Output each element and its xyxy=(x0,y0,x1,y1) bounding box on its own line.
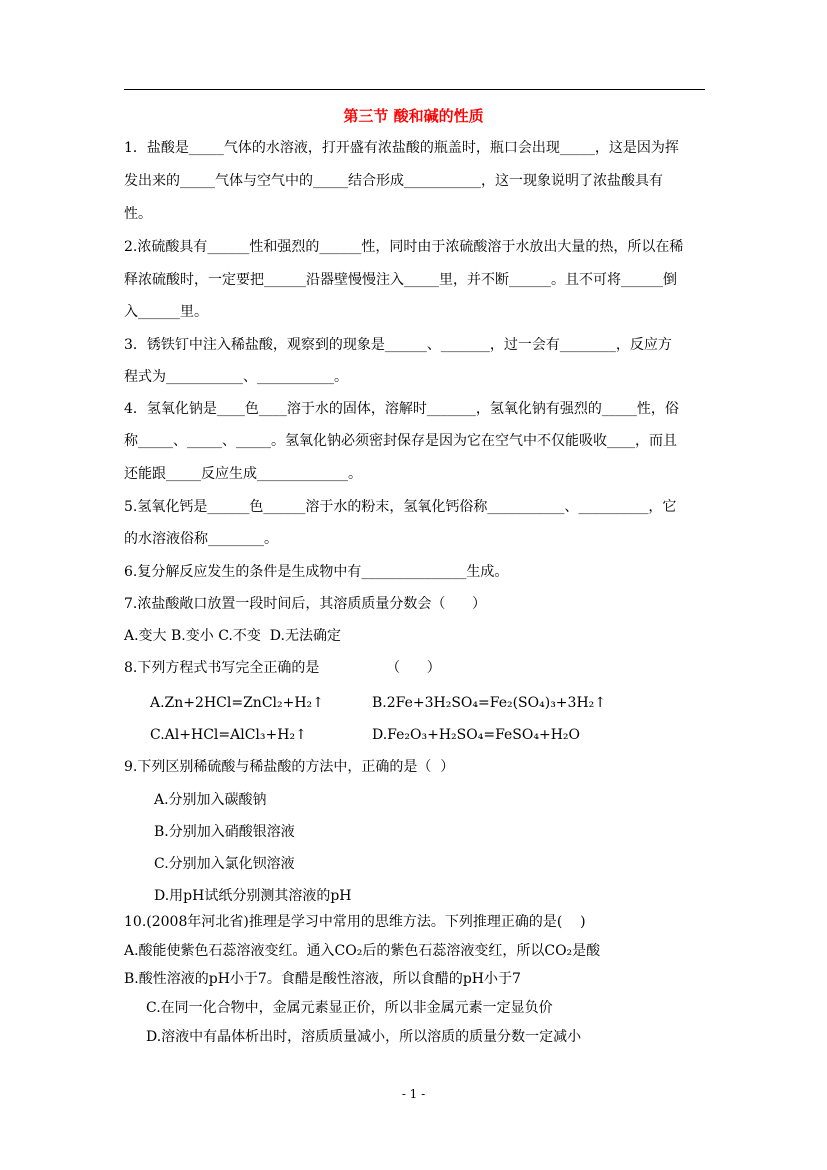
text-line: 3．锈铁钉中注入稀盐酸，观察到的现象是______、_______，过一会有________，反应方 xyxy=(124,337,672,353)
text-line: 10.(2008年河北省)推理是学习中常用的思维方法。下列推理正确的是( ) xyxy=(124,914,586,930)
text-line: 9.下列区别稀硫酸与稀盐酸的方法中，正确的是（ ） xyxy=(124,759,455,775)
option-c: C.Al+HCl=AlCl₃+H₂↑ xyxy=(150,727,307,743)
text-line: 6.复分解反应发生的条件是生成物中有_______________生成。 xyxy=(124,564,509,580)
text-line: 4．氢氧化钠是____色____溶于水的固体，溶解时_______，氢氧化钠有强烈的_____性，俗 xyxy=(124,401,679,417)
option-d: D.用pH试纸分别测其溶液的pH xyxy=(154,888,352,904)
text-line: 释浓硫酸时，一定要把______沿器壁慢慢注入_____里，并不断______。且不可将______倒 xyxy=(124,272,677,288)
text-line: 称_____、_____、_____。氢氧化钠必须密封保存是因为它在空气中不仅能吸收____，而且 xyxy=(124,433,677,449)
text-line: 入______里。 xyxy=(124,304,208,320)
option-d: D.Fe₂O₃+H₂SO₄=FeSO₄+H₂O xyxy=(372,727,581,743)
option-a: A.酸能使紫色石蕊溶液变红。通入CO₂后的紫色石蕊溶液变红，所以CO₂是酸 xyxy=(124,943,601,959)
option-a: A.分别加入碳酸钠 xyxy=(154,792,267,808)
option-a: A.Zn+2HCl=ZnCl₂+H₂↑ xyxy=(150,695,324,711)
header-rule xyxy=(124,89,705,90)
option-b: B.2Fe+3H₂SO₄=Fe₂(SO₄)₃+3H₂↑ xyxy=(372,695,607,711)
text-line: 程式为___________、___________。 xyxy=(124,369,348,385)
text-line: A.变大 B.变小 C.不变 D.无法确定 xyxy=(124,628,341,644)
text-line: 的水溶液俗称________。 xyxy=(124,531,278,547)
text-line: 1．盐酸是_____气体的水溶液，打开盛有浓盐酸的瓶盖时，瓶口会出现_____，这是因为挥 xyxy=(124,140,679,156)
text-line: 8.下列方程式书写完全正确的是 （ ） xyxy=(124,660,441,676)
page-number: - 1 - xyxy=(401,1087,426,1101)
text-line: 7.浓盐酸敞口放置一段时间后，其溶质质量分数会（ ） xyxy=(124,596,487,612)
option-c: C.分别加入氯化钡溶液 xyxy=(154,856,295,872)
text-line: 发出来的_____气体与空气中的_____结合形成___________，这一现象说明了浓盐酸具有 xyxy=(124,173,663,189)
option-c: C.在同一化合物中，金属元素显正价，所以非金属元素一定显负价 xyxy=(146,1000,553,1016)
option-b: B.酸性溶液的pH小于7。食醋是酸性溶液，所以食醋的pH小于7 xyxy=(124,971,521,987)
document-title: 第三节 酸和碱的性质 xyxy=(343,107,484,125)
option-d: D.溶液中有晶体析出时，溶质质量减小，所以溶质的质量分数一定减小 xyxy=(146,1029,582,1045)
option-b: B.分别加入硝酸银溶液 xyxy=(154,824,295,840)
text-line: 5.氢氧化钙是______色______溶于水的粉末，氢氧化钙俗称___________、__________，它 xyxy=(124,499,677,515)
text-line: 性。 xyxy=(124,206,152,222)
text-line: 还能跟_____反应生成_____________。 xyxy=(124,466,362,482)
text-line: 2.浓硫酸具有______性和强烈的______性，同时由于浓硫酸溶于水放出大量的热，所以在稀 xyxy=(124,239,684,255)
